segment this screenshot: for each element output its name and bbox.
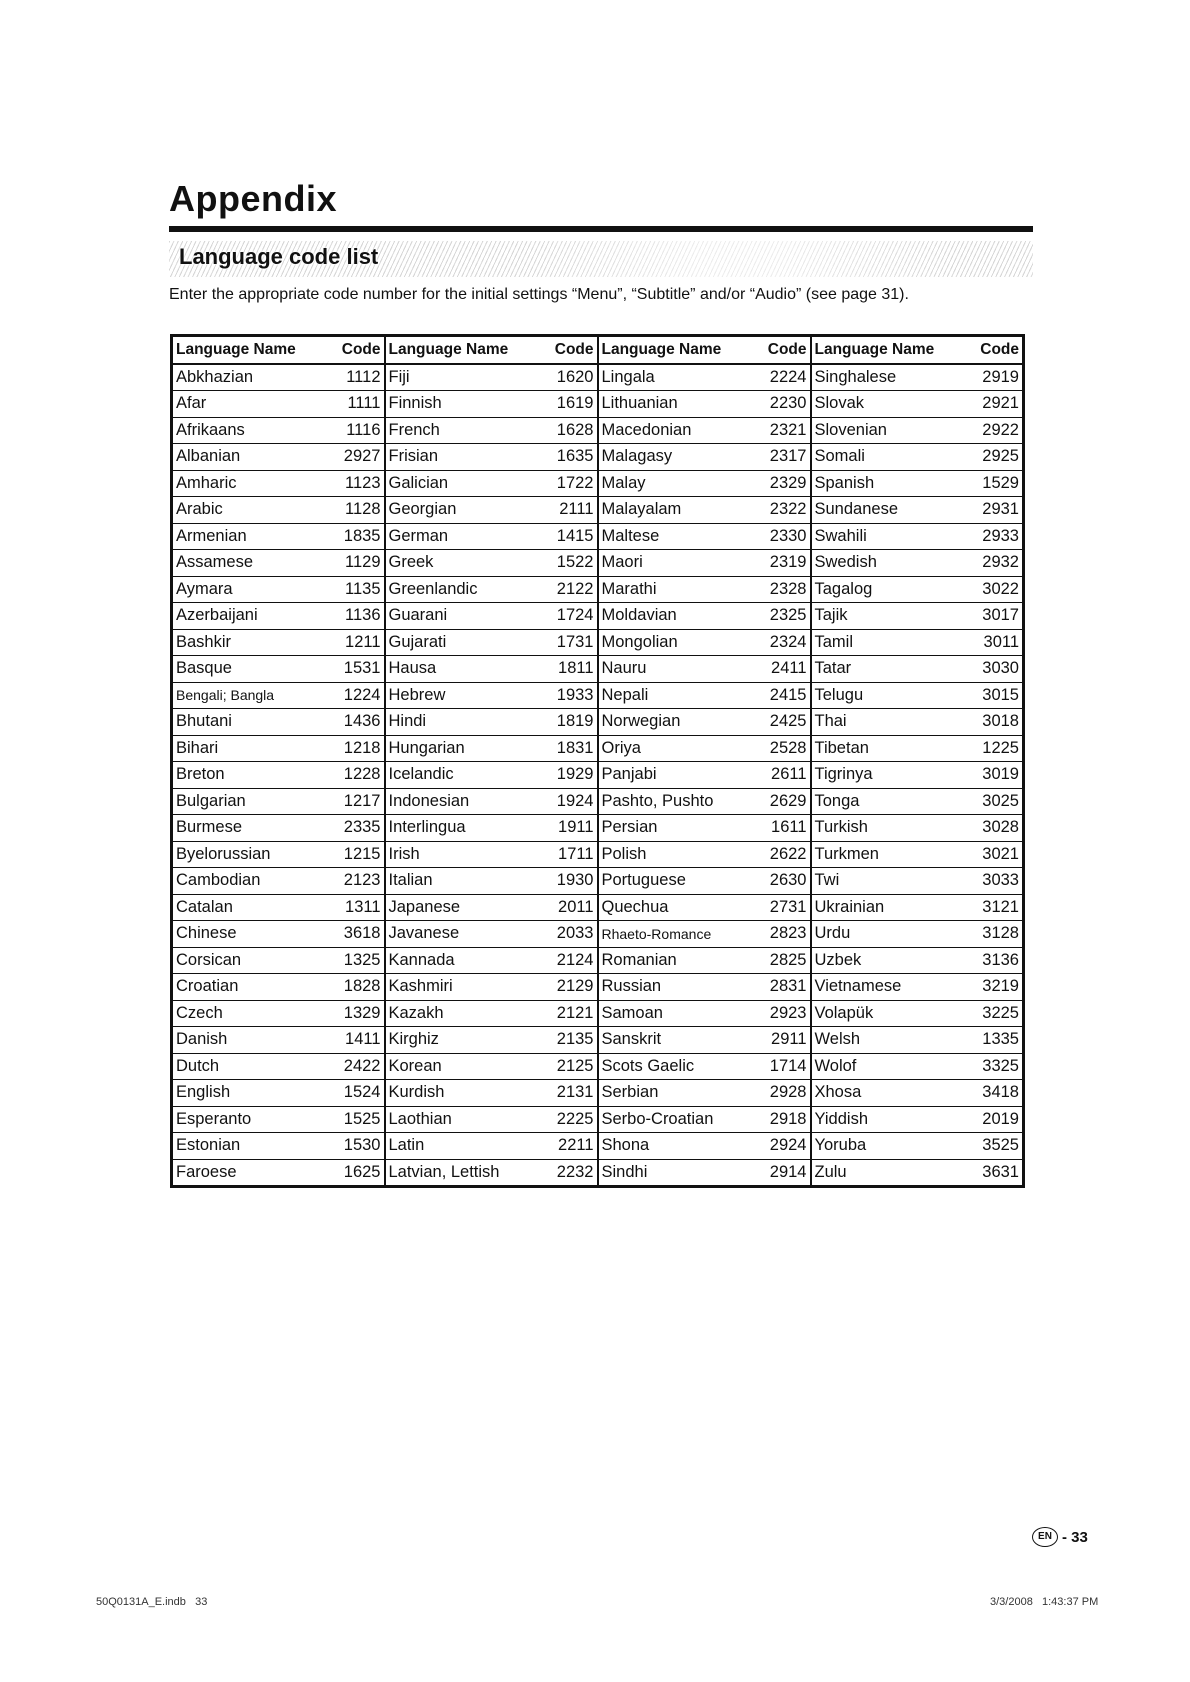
table-row	[172, 550, 1024, 577]
table-row	[172, 1053, 1024, 1080]
language-code-cell: 1329	[314, 1000, 385, 1027]
language-code-cell: 1411	[314, 1027, 385, 1054]
language-code-cell: 3128	[953, 921, 1024, 948]
language-code-cell: 2422	[314, 1053, 385, 1080]
language-name-cell: Romanian	[598, 947, 740, 974]
language-code-cell: 1415	[527, 523, 598, 550]
language-code-cell: 2622	[740, 841, 811, 868]
language-code-cell: 3011	[953, 629, 1024, 656]
language-code-cell: 1531	[314, 656, 385, 683]
table-header-row	[172, 336, 1024, 364]
table-row	[172, 841, 1024, 868]
language-code-cell: 2324	[740, 629, 811, 656]
language-code-cell: 1711	[527, 841, 598, 868]
language-name-cell: Kurdish	[385, 1080, 527, 1107]
language-name-cell: Volapük	[811, 1000, 953, 1027]
table-row	[172, 1000, 1024, 1027]
language-name-cell: Persian	[598, 815, 740, 842]
language-name-cell: Tagalog	[811, 576, 953, 603]
language-code-cell: 2925	[953, 444, 1024, 471]
language-name-cell: Zulu	[811, 1159, 953, 1187]
language-name-cell: Kirghiz	[385, 1027, 527, 1054]
table-row	[172, 417, 1024, 444]
language-code-cell: 1930	[527, 868, 598, 895]
language-name-cell: Danish	[172, 1027, 314, 1054]
language-code-cell: 1225	[953, 735, 1024, 762]
table-row	[172, 523, 1024, 550]
language-code-cell: 2928	[740, 1080, 811, 1107]
language-name-cell: Javanese	[385, 921, 527, 948]
language-code-cell: 1522	[527, 550, 598, 577]
language-name-cell: Mongolian	[598, 629, 740, 656]
language-name-cell: Hungarian	[385, 735, 527, 762]
language-code-cell: 2330	[740, 523, 811, 550]
table-row	[172, 894, 1024, 921]
language-code-cell: 2425	[740, 709, 811, 736]
language-name-cell: Faroese	[172, 1159, 314, 1187]
language-code-cell: 2528	[740, 735, 811, 762]
language-name-cell: Shona	[598, 1133, 740, 1160]
language-name-cell: Maori	[598, 550, 740, 577]
language-code-cell: 1620	[527, 364, 598, 391]
language-name-cell: Urdu	[811, 921, 953, 948]
language-name-cell: Galician	[385, 470, 527, 497]
language-code-cell: 2224	[740, 364, 811, 391]
language-name-cell: Azerbaijani	[172, 603, 314, 630]
language-name-cell: Slovak	[811, 391, 953, 418]
language-name-cell: Sundanese	[811, 497, 953, 524]
language-name-cell: Kazakh	[385, 1000, 527, 1027]
language-name-cell: Fiji	[385, 364, 527, 391]
language-name-cell: Twi	[811, 868, 953, 895]
language-code-cell: 2125	[527, 1053, 598, 1080]
language-code-cell: 2611	[740, 762, 811, 789]
language-name-cell: Gujarati	[385, 629, 527, 656]
language-name-cell: Sindhi	[598, 1159, 740, 1187]
language-code-cell: 2731	[740, 894, 811, 921]
language-code-cell: 1228	[314, 762, 385, 789]
language-code-cell: 2328	[740, 576, 811, 603]
language-code-cell: 1819	[527, 709, 598, 736]
language-code-cell: 3631	[953, 1159, 1024, 1187]
language-name-cell: Turkmen	[811, 841, 953, 868]
language-name-cell: Malay	[598, 470, 740, 497]
language-name-cell: Esperanto	[172, 1106, 314, 1133]
language-name-cell: Indonesian	[385, 788, 527, 815]
language-code-cell: 3021	[953, 841, 1024, 868]
language-code-cell: 1135	[314, 576, 385, 603]
language-name-cell: Bihari	[172, 735, 314, 762]
language-code-cell: 3018	[953, 709, 1024, 736]
language-code-cell: 1211	[314, 629, 385, 656]
language-name-cell: Yoruba	[811, 1133, 953, 1160]
language-name-cell: Polish	[598, 841, 740, 868]
column-header-language-name: Language Name	[811, 336, 953, 364]
language-name-cell: Icelandic	[385, 762, 527, 789]
language-code-cell: 2124	[527, 947, 598, 974]
language-code-cell: 2921	[953, 391, 1024, 418]
column-header-code: Code	[953, 336, 1024, 364]
language-name-cell: Welsh	[811, 1027, 953, 1054]
language-name-cell: Bashkir	[172, 629, 314, 656]
language-code-cell: 2329	[740, 470, 811, 497]
language-name-cell: Rhaeto-Romance	[598, 921, 740, 948]
language-code-cell: 3618	[314, 921, 385, 948]
language-name-cell: Sanskrit	[598, 1027, 740, 1054]
table-row	[172, 629, 1024, 656]
language-name-cell: Tibetan	[811, 735, 953, 762]
footer-file-info: 50Q0131A_E.indb 33	[96, 1596, 208, 1608]
language-code-cell: 2922	[953, 417, 1024, 444]
language-name-cell: Portuguese	[598, 868, 740, 895]
language-code-cell: 2919	[953, 364, 1024, 391]
language-name-cell: Japanese	[385, 894, 527, 921]
language-code-cell: 2319	[740, 550, 811, 577]
language-name-cell: Basque	[172, 656, 314, 683]
language-name-cell: Ukrainian	[811, 894, 953, 921]
language-code-cell: 3030	[953, 656, 1024, 683]
language-code-cell: 1811	[527, 656, 598, 683]
table-row	[172, 576, 1024, 603]
title-rule	[169, 226, 1033, 232]
table-row	[172, 709, 1024, 736]
language-code-cell: 2131	[527, 1080, 598, 1107]
language-name-cell: Lithuanian	[598, 391, 740, 418]
language-name-cell: Scots Gaelic	[598, 1053, 740, 1080]
intro-text: Enter the appropriate code number for the initial settings “Menu”, “Subtitle” and/or “Audio” (see page 31).	[169, 286, 909, 303]
language-name-cell: Samoan	[598, 1000, 740, 1027]
language-code-cell: 1929	[527, 762, 598, 789]
language-name-cell: Finnish	[385, 391, 527, 418]
language-name-cell: Nepali	[598, 682, 740, 709]
language-name-cell: Oriya	[598, 735, 740, 762]
language-code-cell: 2225	[527, 1106, 598, 1133]
language-name-cell: Cambodian	[172, 868, 314, 895]
language-code-cell: 1112	[314, 364, 385, 391]
language-name-cell: Uzbek	[811, 947, 953, 974]
language-name-cell: Singhalese	[811, 364, 953, 391]
language-name-cell: Xhosa	[811, 1080, 953, 1107]
language-name-cell: Assamese	[172, 550, 314, 577]
section-title: Language code list	[179, 244, 379, 269]
language-code-table	[170, 334, 1025, 1188]
language-name-cell: Estonian	[172, 1133, 314, 1160]
language-name-cell: Quechua	[598, 894, 740, 921]
table-row	[172, 868, 1024, 895]
language-name-cell: Latin	[385, 1133, 527, 1160]
table-row	[172, 470, 1024, 497]
language-code-cell: 1714	[740, 1053, 811, 1080]
language-name-cell: Afar	[172, 391, 314, 418]
language-code-cell: 2415	[740, 682, 811, 709]
language-name-cell: Tajik	[811, 603, 953, 630]
language-name-cell: Bhutani	[172, 709, 314, 736]
table-row	[172, 656, 1024, 683]
language-name-cell: Catalan	[172, 894, 314, 921]
column-header-code: Code	[527, 336, 598, 364]
language-name-cell: Malayalam	[598, 497, 740, 524]
language-name-cell: Vietnamese	[811, 974, 953, 1001]
language-code-cell: 1335	[953, 1027, 1024, 1054]
language-code-cell: 3015	[953, 682, 1024, 709]
table-row	[172, 391, 1024, 418]
language-code-cell: 1530	[314, 1133, 385, 1160]
language-name-cell: Hebrew	[385, 682, 527, 709]
column-header-language-name: Language Name	[385, 336, 527, 364]
language-code-cell: 2232	[527, 1159, 598, 1187]
language-code-cell: 1218	[314, 735, 385, 762]
language-name-cell: Irish	[385, 841, 527, 868]
page-number	[1032, 1527, 1088, 1547]
page-number-text: - 33	[1062, 1528, 1088, 1546]
language-name-cell: Pashto, Pushto	[598, 788, 740, 815]
language-code-cell: 2325	[740, 603, 811, 630]
language-name-cell: Greenlandic	[385, 576, 527, 603]
language-name-cell: Kannada	[385, 947, 527, 974]
language-code-cell: 1217	[314, 788, 385, 815]
language-code-cell: 2911	[740, 1027, 811, 1054]
language-code-cell: 2135	[527, 1027, 598, 1054]
language-code-cell: 1111	[314, 391, 385, 418]
language-code-cell: 1224	[314, 682, 385, 709]
language-code-cell: 2011	[527, 894, 598, 921]
language-name-cell: Tatar	[811, 656, 953, 683]
language-code-cell: 3019	[953, 762, 1024, 789]
language-code-cell: 2321	[740, 417, 811, 444]
language-name-cell: Hindi	[385, 709, 527, 736]
language-name-cell: Tonga	[811, 788, 953, 815]
language-name-cell: Russian	[598, 974, 740, 1001]
language-code-cell: 3028	[953, 815, 1024, 842]
language-code-cell: 3418	[953, 1080, 1024, 1107]
language-code-cell: 2629	[740, 788, 811, 815]
table-row	[172, 497, 1024, 524]
language-name-cell: Telugu	[811, 682, 953, 709]
language-code-cell: 2923	[740, 1000, 811, 1027]
table-row	[172, 1080, 1024, 1107]
table-row	[172, 815, 1024, 842]
language-code-cell: 2630	[740, 868, 811, 895]
language-name-cell: Spanish	[811, 470, 953, 497]
language-code-cell: 1724	[527, 603, 598, 630]
language-name-cell: Arabic	[172, 497, 314, 524]
language-name-cell: Slovenian	[811, 417, 953, 444]
language-name-cell: Guarani	[385, 603, 527, 630]
language-name-cell: Greek	[385, 550, 527, 577]
language-name-cell: Serbian	[598, 1080, 740, 1107]
language-code-cell: 2831	[740, 974, 811, 1001]
language-name-cell: Swedish	[811, 550, 953, 577]
language-code-cell: 1628	[527, 417, 598, 444]
language-name-cell: French	[385, 417, 527, 444]
language-name-cell: German	[385, 523, 527, 550]
language-name-cell: Thai	[811, 709, 953, 736]
language-code-cell: 3325	[953, 1053, 1024, 1080]
language-name-cell: Afrikaans	[172, 417, 314, 444]
language-code-cell: 2825	[740, 947, 811, 974]
language-code-cell: 1635	[527, 444, 598, 471]
language-code-cell: 2123	[314, 868, 385, 895]
language-code-cell: 2033	[527, 921, 598, 948]
language-name-cell: Abkhazian	[172, 364, 314, 391]
language-name-cell: Italian	[385, 868, 527, 895]
column-header-language-name: Language Name	[598, 336, 740, 364]
language-code-cell: 1933	[527, 682, 598, 709]
table-row	[172, 1133, 1024, 1160]
language-name-cell: Georgian	[385, 497, 527, 524]
language-name-cell: Serbo-Croatian	[598, 1106, 740, 1133]
language-code-cell: 1215	[314, 841, 385, 868]
section-header-bar	[169, 241, 1033, 277]
language-code-cell: 1311	[314, 894, 385, 921]
language-name-cell: Tamil	[811, 629, 953, 656]
language-code-cell: 3525	[953, 1133, 1024, 1160]
language-code-cell: 2411	[740, 656, 811, 683]
language-name-cell: Panjabi	[598, 762, 740, 789]
language-name-cell: Lingala	[598, 364, 740, 391]
language-code-cell: 2121	[527, 1000, 598, 1027]
table-row	[172, 1106, 1024, 1133]
language-code-cell: 3136	[953, 947, 1024, 974]
language-code-cell: 2927	[314, 444, 385, 471]
language-name-cell: Dutch	[172, 1053, 314, 1080]
language-name-cell: Bulgarian	[172, 788, 314, 815]
table-row	[172, 947, 1024, 974]
language-code-cell: 3017	[953, 603, 1024, 630]
language-name-cell: Nauru	[598, 656, 740, 683]
language-name-cell: Bengali; Bangla	[172, 682, 314, 709]
language-code-cell: 2230	[740, 391, 811, 418]
language-name-cell: Moldavian	[598, 603, 740, 630]
language-name-cell: Laothian	[385, 1106, 527, 1133]
page-title: Appendix	[169, 178, 338, 219]
language-code-cell: 3022	[953, 576, 1024, 603]
language-name-cell: Tigrinya	[811, 762, 953, 789]
language-code-cell: 1136	[314, 603, 385, 630]
language-name-cell: Amharic	[172, 470, 314, 497]
language-name-cell: Frisian	[385, 444, 527, 471]
language-code-cell: 1924	[527, 788, 598, 815]
language-code-cell: 2322	[740, 497, 811, 524]
column-header-code: Code	[314, 336, 385, 364]
language-code-cell: 1436	[314, 709, 385, 736]
language-name-cell: Czech	[172, 1000, 314, 1027]
language-code-cell: 3033	[953, 868, 1024, 895]
language-code-cell: 2931	[953, 497, 1024, 524]
language-name-cell: Hausa	[385, 656, 527, 683]
language-name-cell: Byelorussian	[172, 841, 314, 868]
language-name-cell: Interlingua	[385, 815, 527, 842]
language-name-cell: Aymara	[172, 576, 314, 603]
language-code-cell: 1116	[314, 417, 385, 444]
language-name-cell: Breton	[172, 762, 314, 789]
table-row	[172, 921, 1024, 948]
table-row	[172, 364, 1024, 391]
language-code-cell: 2122	[527, 576, 598, 603]
language-code-cell: 1611	[740, 815, 811, 842]
language-code-cell: 1911	[527, 815, 598, 842]
table-row	[172, 682, 1024, 709]
language-code-cell: 1128	[314, 497, 385, 524]
language-code-cell: 2317	[740, 444, 811, 471]
language-code-cell: 1529	[953, 470, 1024, 497]
language-code-cell: 2924	[740, 1133, 811, 1160]
language-name-cell: English	[172, 1080, 314, 1107]
table-row	[172, 762, 1024, 789]
column-header-language-name: Language Name	[172, 336, 314, 364]
language-code-cell: 1831	[527, 735, 598, 762]
language-code-cell: 1123	[314, 470, 385, 497]
language-name-cell: Burmese	[172, 815, 314, 842]
language-name-cell: Maltese	[598, 523, 740, 550]
language-code-cell: 1619	[527, 391, 598, 418]
language-code-cell: 2933	[953, 523, 1024, 550]
language-code-cell: 2823	[740, 921, 811, 948]
language-code-cell: 1731	[527, 629, 598, 656]
language-code-cell: 1625	[314, 1159, 385, 1187]
language-code-cell: 1828	[314, 974, 385, 1001]
language-name-cell: Chinese	[172, 921, 314, 948]
language-code-cell: 1325	[314, 947, 385, 974]
language-name-cell: Turkish	[811, 815, 953, 842]
language-name-cell: Somali	[811, 444, 953, 471]
language-name-cell: Albanian	[172, 444, 314, 471]
table-row	[172, 788, 1024, 815]
table-row	[172, 1159, 1024, 1187]
language-name-cell: Macedonian	[598, 417, 740, 444]
language-name-cell: Wolof	[811, 1053, 953, 1080]
language-code-cell: 2335	[314, 815, 385, 842]
column-header-code: Code	[740, 336, 811, 364]
table-row	[172, 444, 1024, 471]
language-code-cell: 1722	[527, 470, 598, 497]
language-code-cell: 2918	[740, 1106, 811, 1133]
language-name-cell: Latvian, Lettish	[385, 1159, 527, 1187]
language-code-cell: 3025	[953, 788, 1024, 815]
language-code-cell: 2932	[953, 550, 1024, 577]
language-name-cell: Armenian	[172, 523, 314, 550]
language-name-cell: Norwegian	[598, 709, 740, 736]
language-name-cell: Korean	[385, 1053, 527, 1080]
language-code-cell: 1524	[314, 1080, 385, 1107]
language-code-cell: 2129	[527, 974, 598, 1001]
language-code-cell: 1129	[314, 550, 385, 577]
language-name-cell: Marathi	[598, 576, 740, 603]
language-name-cell: Kashmiri	[385, 974, 527, 1001]
language-code-cell: 1835	[314, 523, 385, 550]
language-code-cell: 2211	[527, 1133, 598, 1160]
language-code-cell: 3219	[953, 974, 1024, 1001]
language-name-cell: Swahili	[811, 523, 953, 550]
footer-timestamp: 3/3/2008 1:43:37 PM	[990, 1596, 1099, 1608]
language-name-cell: Croatian	[172, 974, 314, 1001]
language-name-cell: Corsican	[172, 947, 314, 974]
language-code-cell: 2019	[953, 1106, 1024, 1133]
language-name-cell: Yiddish	[811, 1106, 953, 1133]
language-code-cell: 3225	[953, 1000, 1024, 1027]
table-row	[172, 735, 1024, 762]
language-code-cell: 2111	[527, 497, 598, 524]
table-row	[172, 603, 1024, 630]
language-badge-icon: EN	[1032, 1527, 1058, 1547]
table-row	[172, 974, 1024, 1001]
language-code-cell: 1525	[314, 1106, 385, 1133]
table-row	[172, 1027, 1024, 1054]
language-code-cell: 2914	[740, 1159, 811, 1187]
language-code-cell: 3121	[953, 894, 1024, 921]
language-name-cell: Malagasy	[598, 444, 740, 471]
